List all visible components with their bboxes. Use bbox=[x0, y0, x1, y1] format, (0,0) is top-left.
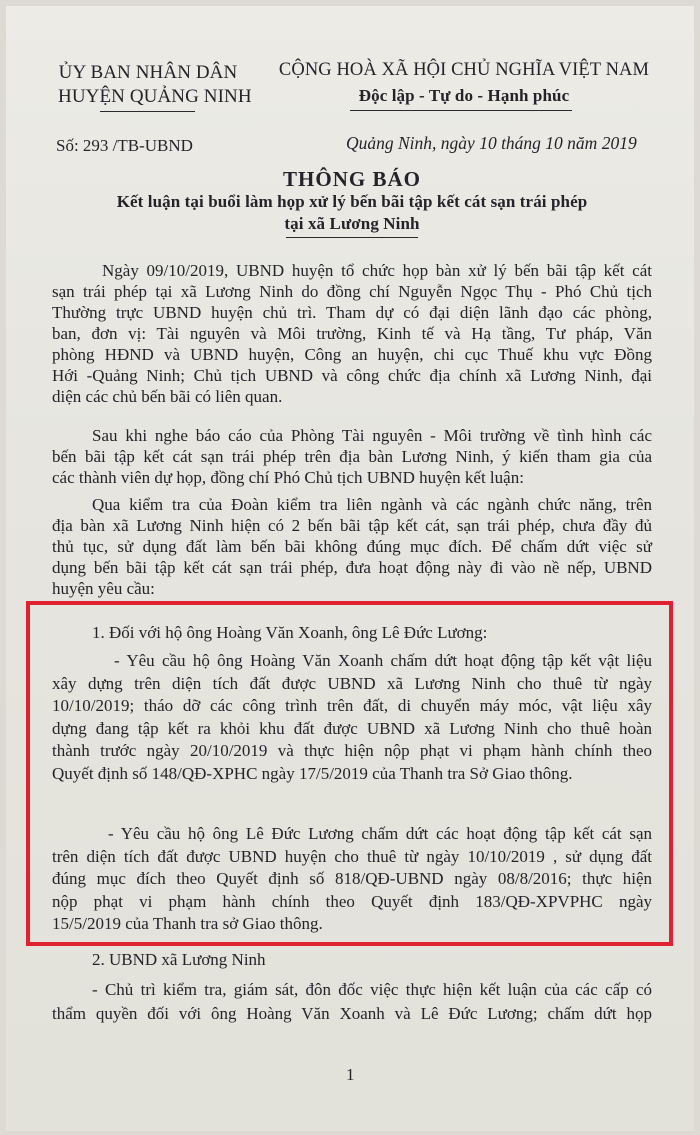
text-line: thẩm quyền đối với ông Hoàng Văn Xoanh và Lê Đức Lương; chấm dứt họp bbox=[52, 1004, 652, 1023]
text-line: dụng bến bãi tập kết cát sạn trái phép, đưa hoạt động này đi vào nề nếp, UBND bbox=[52, 558, 652, 577]
text-line: - Yêu cầu hộ ông Hoàng Văn Xoanh chấm dứt hoạt động tập kết vật liệu bbox=[114, 651, 652, 670]
section-1-heading: 1. Đối với hộ ông Hoàng Văn Xoanh, ông Lê Đức Lương: bbox=[92, 623, 488, 642]
place-and-date: Quảng Ninh, ngày 10 tháng 10 năm 2019 bbox=[346, 133, 637, 153]
document-title: THÔNG BÁO bbox=[283, 167, 421, 191]
text-line: - Chủ trì kiểm tra, giám sát, đôn đốc việc thực hiện kết luận của các cấp có bbox=[92, 980, 652, 999]
text-line: Qua kiểm tra của Đoàn kiểm tra liên ngành và các ngành chức năng, trên bbox=[92, 495, 652, 514]
text-line: xây dựng trên diện tích đất được UBND xã Lương Ninh cho thuê từ ngày bbox=[52, 673, 652, 693]
text-line: Ngày 09/10/2019, UBND huyện tổ chức họp bàn xử lý bến bãi tập kết cát bbox=[102, 261, 652, 280]
text-line: - Yêu cầu hộ ông Lê Đức Lương chấm dứt các hoạt động tập kết cát sạn bbox=[108, 824, 652, 843]
paragraph-inspection-findings bbox=[52, 494, 652, 599]
org-name-line2: HUYỆN QUẢNG NINH bbox=[58, 86, 252, 107]
text-line: phòng HĐND và UBND huyện, Công an huyện, chi cục Thuế khu vực Đồng bbox=[52, 345, 652, 364]
text-line: huyện yêu cầu: bbox=[52, 579, 155, 598]
org-name-line1: ỦY BAN NHÂN DÂN bbox=[58, 62, 238, 83]
page-number: 1 bbox=[346, 1065, 355, 1084]
text-line: thành trước ngày 20/10/2019 và thực hiện nộp phạt vi phạm hành chính theo bbox=[52, 741, 652, 760]
text-line: 10/10/2019; tháo dỡ các công trình trên đất, di chuyển máy móc, vật liệu xây bbox=[52, 696, 652, 715]
paragraph-report-conclusion bbox=[52, 425, 652, 488]
document-subtitle-line1: Kết luận tại buổi làm họp xử lý bến bãi tập kết cát sạn trái phép bbox=[116, 192, 588, 211]
document-number: Số: 293 /TB-UBND bbox=[56, 136, 193, 155]
title-underline bbox=[286, 237, 418, 238]
document-subtitle-line2: tại xã Lương Ninh bbox=[284, 214, 420, 233]
text-line: diện các chủ bến bãi có liên quan. bbox=[52, 387, 283, 406]
text-line: dựng đang tập kết ra khỏi khu đất được UBND xã Lương Ninh cho thuê hoàn bbox=[52, 718, 652, 738]
highlight-box bbox=[26, 601, 673, 946]
text-line: Quyết định số 148/QĐ-XPHC ngày 17/5/2019 của Thanh tra Sở Giao thông. bbox=[52, 763, 573, 783]
org-underline bbox=[100, 111, 195, 112]
text-line: thủ tục, sử dụng đất làm bến bãi không đúng mục đích. Để chấm dứt việc sử bbox=[52, 537, 652, 556]
text-line: các thành viên dự họp, đồng chí Phó Chủ tịch UBND huyện kết luận: bbox=[52, 468, 524, 487]
text-line: trên diện tích đất được UBND huyện cho thuê từ ngày 10/10/2019 , sử dụng đất bbox=[52, 846, 652, 866]
text-line: đúng mục đích theo Quyết định số 818/QĐ-UBND ngày 08/8/2016; thực hiện bbox=[52, 869, 652, 888]
text-line: sạn trái phép tại xã Lương Ninh do đồng chí Nguyễn Ngọc Thụ - Phó Chủ tịch bbox=[52, 282, 652, 301]
text-line: Sau khi nghe báo cáo của Phòng Tài nguyên - Môi trường về tình hình các bbox=[92, 426, 652, 445]
section-2-heading: 2. UBND xã Lương Ninh bbox=[92, 950, 266, 969]
text-line: Hới -Quảng Ninh; Chủ tịch UBND và công chức địa chính xã Lương Ninh, đại bbox=[52, 366, 652, 385]
text-line: 15/5/2019 của Thanh tra sở Giao thông. bbox=[52, 914, 323, 933]
section-2-item-1 bbox=[52, 978, 652, 1026]
text-line: địa bàn xã Lương Ninh hiện có 2 bến bãi tập kết cát, sạn trái phép, chưa đầy đủ bbox=[52, 516, 652, 535]
text-line: bến bãi tập kết cát sạn trái phép trên địa bàn Lương Ninh, ý kiến tham gia của bbox=[52, 447, 652, 466]
motto: Độc lập - Tự do - Hạnh phúc bbox=[358, 86, 570, 105]
text-line: Thường trực UBND huyện chủ trì. Tham dự có đại diện lãnh đạo các phòng, bbox=[52, 303, 652, 322]
country-name: CỘNG HOÀ XÃ HỘI CHỦ NGHĨA VIỆT NAM bbox=[278, 60, 650, 80]
text-line: nộp phạt vi phạm hành chính theo Quyết định 183/QĐ-XPVPHC ngày bbox=[52, 891, 652, 911]
paragraph-meeting-summary bbox=[52, 260, 652, 407]
text-line: ban, đơn vị: Tài nguyên và Môi trường, Kinh tế và Hạ tầng, Tư pháp, Văn bbox=[52, 324, 652, 343]
motto-underline bbox=[350, 110, 572, 111]
